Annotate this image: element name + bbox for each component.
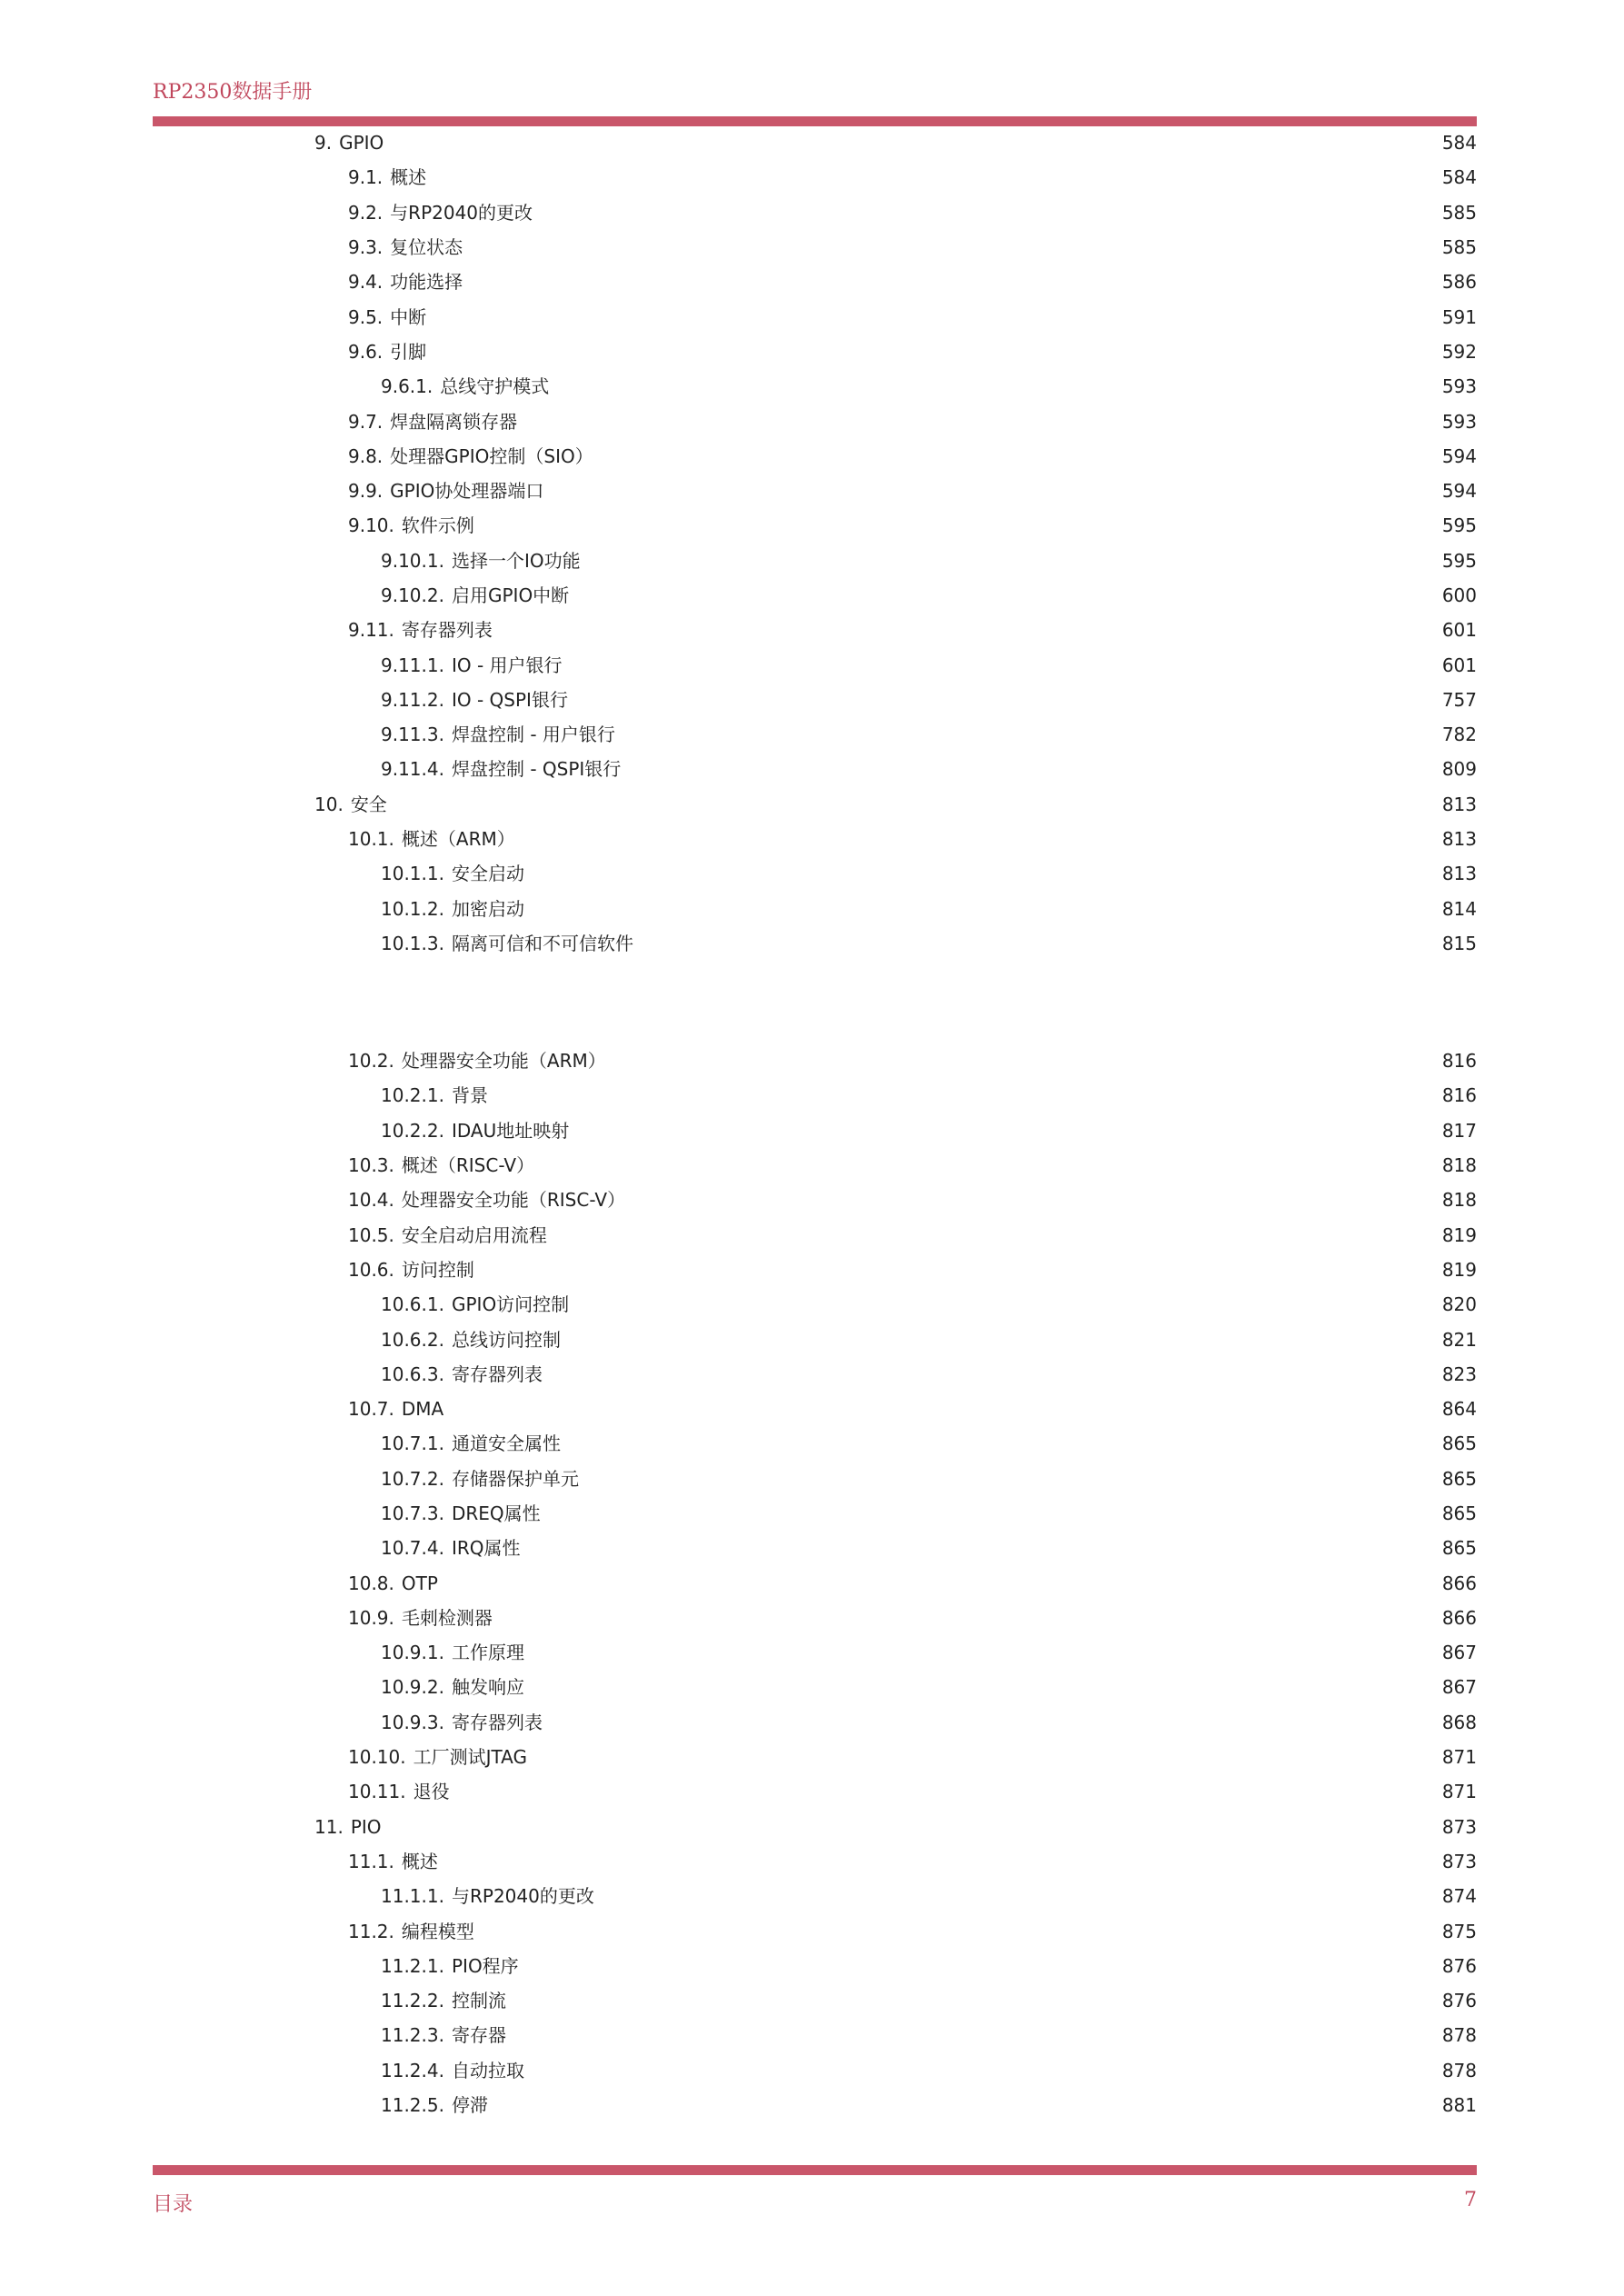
toc-entry-page: 585: [1441, 201, 1477, 224]
toc-entry-title: 概述（RISC-V）: [401, 1154, 535, 1177]
toc-dot-leader: [452, 1782, 1437, 1801]
toc-dot-leader: [544, 1365, 1437, 1383]
toc-entry-page: 865: [1441, 1502, 1477, 1524]
toc-entry[interactable]: [0, 1496, 1624, 1531]
toc-entry-page: 818: [1441, 1154, 1477, 1177]
toc-entry-title: 启用GPIO中断: [451, 584, 570, 606]
toc-entry-page: 813: [1441, 793, 1477, 815]
toc-entry[interactable]: [0, 2018, 1624, 2052]
toc-entry-page: 866: [1441, 1572, 1477, 1594]
toc-entry-page: 867: [1441, 1642, 1477, 1664]
toc-dot-leader: [385, 134, 1437, 152]
toc-entry-title: 毛刺检测器: [401, 1606, 493, 1629]
toc-entry[interactable]: [0, 683, 1624, 717]
toc-entry-page: 871: [1441, 1781, 1477, 1803]
toc-entry-title: 触发响应: [451, 1676, 524, 1699]
toc-entry-title: 与RP2040的更改: [390, 201, 533, 224]
toc-dot-leader: [464, 238, 1437, 256]
toc-entry-title: IO - QSPI银行: [451, 688, 568, 711]
toc-entry-title: 通道安全属性: [451, 1433, 561, 1455]
toc-entry-page: 814: [1441, 897, 1477, 920]
toc-entry[interactable]: [0, 334, 1624, 369]
toc-entry-page: 818: [1441, 1189, 1477, 1212]
toc-entry[interactable]: [0, 647, 1624, 682]
toc-entry-number: 9.: [314, 132, 333, 155]
toc-entry-title: 寄存器: [451, 2024, 506, 2047]
table-of-contents-part-1: [0, 125, 1624, 961]
toc-entry-page: 876: [1441, 1954, 1477, 1977]
toc-entry-page: 871: [1441, 1746, 1477, 1769]
toc-entry-page: 819: [1441, 1258, 1477, 1281]
toc-entry-number: 10.2.2.: [381, 1119, 444, 1142]
toc-dot-leader: [534, 204, 1437, 222]
toc-dot-leader: [571, 1295, 1437, 1313]
toc-entry-page: 876: [1441, 1990, 1477, 2012]
toc-entry-number: 10.10.: [348, 1746, 406, 1769]
toc-entry-title: 退役: [413, 1781, 450, 1803]
toc-dot-leader: [581, 1470, 1437, 1488]
toc-entry-number: 10.7.4.: [381, 1537, 444, 1560]
toc-entry-title: 存储器保护单元: [451, 1467, 579, 1490]
toc-entry-number: 10.9.2.: [381, 1676, 444, 1699]
toc-entry-page: 593: [1441, 375, 1477, 398]
toc-entry-title: 工作原理: [451, 1642, 524, 1664]
toc-entry-title: 软件示例: [401, 514, 474, 537]
toc-entry-number: 9.6.1.: [381, 375, 433, 398]
toc-entry[interactable]: [0, 1601, 1624, 1635]
toc-entry[interactable]: [0, 1913, 1624, 1948]
toc-entry-page: 592: [1441, 340, 1477, 363]
toc-entry-title: IRQ属性: [451, 1537, 521, 1560]
toc-entry-page: 868: [1441, 1711, 1477, 1733]
toc-entry-number: 10.3.: [348, 1154, 394, 1177]
toc-entry-page: 815: [1441, 932, 1477, 954]
toc-dot-leader: [428, 343, 1437, 361]
toc-entry-number: 11.2.4.: [381, 2059, 444, 2081]
toc-entry-title: 焊盘隔离锁存器: [390, 410, 518, 433]
toc-entry-page: 593: [1441, 410, 1477, 433]
toc-entry[interactable]: [0, 160, 1624, 195]
toc-dot-leader: [596, 1887, 1437, 1905]
toc-dot-leader: [570, 691, 1437, 709]
toc-entry-number: 11.2.3.: [381, 2024, 444, 2047]
toc-entry-number: 10.7.3.: [381, 1502, 444, 1524]
toc-entry-page: 813: [1441, 863, 1477, 885]
toc-entry-page: 586: [1441, 271, 1477, 294]
toc-dot-leader: [476, 1922, 1437, 1941]
toc-entry-page: 878: [1441, 2059, 1477, 2081]
toc-entry-title: 寄存器列表: [401, 619, 493, 642]
toc-entry[interactable]: [0, 1740, 1624, 1774]
toc-entry-page: 865: [1441, 1467, 1477, 1490]
toc-entry-page: 865: [1441, 1433, 1477, 1455]
toc-entry-title: 隔离可信和不可信软件: [451, 932, 633, 954]
toc-dot-leader: [490, 1086, 1437, 1104]
toc-entry-title: 中断: [390, 305, 427, 328]
toc-entry-title: OTP: [401, 1572, 438, 1594]
toc-entry-page: 816: [1441, 1050, 1477, 1073]
toc-entry-page: 873: [1441, 1815, 1477, 1838]
toc-entry-title: 概述: [401, 1850, 438, 1872]
toc-entry-title: 访问控制: [401, 1258, 474, 1281]
toc-entry[interactable]: [0, 299, 1624, 334]
toc-entry[interactable]: [0, 1774, 1624, 1809]
toc-dot-leader: [464, 273, 1437, 291]
toc-dot-leader: [526, 864, 1437, 883]
toc-entry-number: 9.4.: [348, 271, 384, 294]
toc-entry[interactable]: [0, 369, 1624, 404]
toc-entry-title: 寄存器列表: [451, 1363, 543, 1385]
toc-entry-page: 864: [1441, 1398, 1477, 1421]
toc-entry-page: 584: [1441, 132, 1477, 155]
toc-entry-page: 878: [1441, 2024, 1477, 2047]
toc-entry[interactable]: [0, 1810, 1624, 1844]
toc-dot-leader: [526, 900, 1437, 918]
toc-entry-title: 概述（ARM）: [401, 828, 515, 851]
toc-entry[interactable]: [0, 1635, 1624, 1670]
toc-entry[interactable]: [0, 195, 1624, 230]
toc-entry-title: 控制流: [451, 1990, 506, 2012]
toc-entry-title: 复位状态: [390, 236, 463, 259]
toc-entry[interactable]: [0, 1879, 1624, 1913]
toc-entry[interactable]: [0, 1217, 1624, 1252]
toc-entry-page: 600: [1441, 584, 1477, 606]
toc-entry-title: IO - 用户银行: [451, 654, 563, 676]
toc-entry[interactable]: [0, 1253, 1624, 1287]
toc-entry-page: 865: [1441, 1537, 1477, 1560]
running-header-title: RP2350数据手册: [153, 81, 313, 104]
toc-entry[interactable]: [0, 1078, 1624, 1113]
toc-dot-leader: [389, 795, 1437, 814]
toc-entry-number: 9.11.4.: [381, 758, 444, 781]
toc-entry[interactable]: [0, 1183, 1624, 1217]
toc-entry[interactable]: [0, 1043, 1624, 1078]
toc-entry-number: 9.11.3.: [381, 724, 444, 746]
toc-entry[interactable]: [0, 1113, 1624, 1148]
toc-entry[interactable]: [0, 1426, 1624, 1461]
toc-entry-title: 处理器安全功能（RISC-V）: [401, 1189, 626, 1212]
toc-dot-leader: [445, 1400, 1437, 1418]
toc-dot-leader: [543, 1504, 1437, 1522]
toc-dot-leader: [563, 1434, 1437, 1452]
toc-entry-title: 安全启动启用流程: [401, 1223, 547, 1246]
toc-dot-leader: [517, 830, 1437, 848]
toc-dot-leader: [440, 1574, 1437, 1592]
toc-dot-leader: [545, 482, 1437, 500]
toc-entry-title: 编程模型: [401, 1920, 474, 1942]
toc-entry-number: 11.1.: [348, 1850, 394, 1872]
toc-entry[interactable]: [0, 578, 1624, 613]
toc-dot-leader: [571, 586, 1437, 604]
toc-entry-page: 875: [1441, 1920, 1477, 1942]
toc-dot-leader: [536, 1156, 1437, 1174]
toc-dot-leader: [564, 656, 1437, 674]
toc-dot-leader: [608, 1052, 1437, 1070]
toc-entry-title: 选择一个IO功能: [451, 549, 581, 572]
toc-entry-title: GPIO访问控制: [451, 1293, 570, 1316]
toc-entry[interactable]: [0, 1565, 1624, 1600]
toc-entry[interactable]: [0, 1983, 1624, 2018]
toc-entry[interactable]: [0, 1392, 1624, 1426]
toc-entry[interactable]: [0, 1670, 1624, 1704]
toc-dot-leader: [490, 2096, 1437, 2114]
toc-entry-number: 9.11.2.: [381, 688, 444, 711]
toc-entry-page: 813: [1441, 828, 1477, 851]
toc-entry[interactable]: [0, 2053, 1624, 2088]
toc-entry-number: 10.11.: [348, 1781, 406, 1803]
toc-entry[interactable]: [0, 404, 1624, 438]
toc-entry[interactable]: [0, 508, 1624, 543]
toc-entry-number: 11.: [314, 1815, 344, 1838]
toc-entry-page: 823: [1441, 1363, 1477, 1385]
table-of-contents-part-2: [0, 1043, 1624, 2122]
toc-entry[interactable]: [0, 1357, 1624, 1392]
toc-entry-page: 874: [1441, 1885, 1477, 1908]
toc-entry-number: 9.10.1.: [381, 549, 444, 572]
toc-entry-title: GPIO协处理器端口: [390, 480, 544, 503]
toc-entry-number: 10.1.3.: [381, 932, 444, 954]
toc-entry-number: 10.6.1.: [381, 1293, 444, 1316]
toc-entry-page: 866: [1441, 1606, 1477, 1629]
toc-entry-title: 焊盘控制 - 用户银行: [451, 724, 615, 746]
toc-entry-number: 9.8.: [348, 444, 384, 467]
toc-entry-number: 10.7.: [348, 1398, 394, 1421]
toc-dot-leader: [526, 1678, 1437, 1696]
toc-entry-number: 11.1.1.: [381, 1885, 444, 1908]
toc-entry-number: 10.5.: [348, 1223, 394, 1246]
toc-entry-title: 寄存器列表: [451, 1711, 543, 1733]
toc-entry-page: 595: [1441, 514, 1477, 537]
toc-entry-title: DREQ属性: [451, 1502, 541, 1524]
toc-entry-number: 10.2.: [348, 1050, 394, 1073]
toc-dot-leader: [595, 447, 1437, 465]
toc-dot-leader: [627, 1191, 1437, 1209]
toc-entry-page: 817: [1441, 1119, 1477, 1142]
toc-dot-leader: [529, 1748, 1437, 1766]
toc-entry[interactable]: [0, 474, 1624, 508]
toc-entry[interactable]: [0, 926, 1624, 961]
toc-entry[interactable]: [0, 230, 1624, 265]
toc-entry-title: 引脚: [390, 340, 427, 363]
toc-entry-title: 安全启动: [451, 863, 524, 885]
toc-entry-page: 594: [1441, 444, 1477, 467]
toc-entry[interactable]: [0, 544, 1624, 578]
toc-entry[interactable]: [0, 1148, 1624, 1183]
toc-dot-leader: [440, 1852, 1437, 1871]
toc-entry-number: 9.5.: [348, 305, 384, 328]
toc-entry-page: 809: [1441, 758, 1477, 781]
toc-entry-page: 873: [1441, 1850, 1477, 1872]
footer-rule: [153, 2165, 1477, 2175]
toc-entry-page: 757: [1441, 688, 1477, 711]
toc-entry-page: 816: [1441, 1084, 1477, 1107]
toc-entry-number: 9.11.1.: [381, 654, 444, 676]
toc-dot-leader: [583, 552, 1437, 570]
toc-entry-number: 10.6.2.: [381, 1328, 444, 1351]
toc-entry-number: 9.11.: [348, 619, 394, 642]
toc-entry[interactable]: [0, 439, 1624, 474]
toc-entry[interactable]: [0, 822, 1624, 856]
toc-entry-page: 601: [1441, 654, 1477, 676]
toc-entry-number: 10.7.2.: [381, 1467, 444, 1490]
toc-entry-title: 总线访问控制: [451, 1328, 561, 1351]
toc-entry[interactable]: [0, 892, 1624, 926]
toc-entry-number: 9.3.: [348, 236, 384, 259]
toc-entry-number: 10.1.1.: [381, 863, 444, 885]
toc-entry-page: 867: [1441, 1676, 1477, 1699]
toc-entry-number: 9.7.: [348, 410, 384, 433]
toc-entry[interactable]: [0, 856, 1624, 891]
toc-entry-title: PIO: [350, 1815, 382, 1838]
toc-entry-number: 9.10.: [348, 514, 394, 537]
toc-entry-title: 停滞: [451, 2094, 488, 2117]
toc-entry[interactable]: [0, 1287, 1624, 1322]
toc-entry[interactable]: [0, 265, 1624, 299]
toc-entry-title: 自动拉取: [451, 2059, 524, 2081]
toc-dot-leader: [521, 1957, 1437, 1975]
toc-dot-leader: [428, 308, 1437, 326]
toc-entry-number: 10.1.2.: [381, 897, 444, 920]
toc-entry-number: 10.9.1.: [381, 1642, 444, 1664]
toc-entry[interactable]: [0, 1949, 1624, 1983]
toc-entry-number: 10.4.: [348, 1189, 394, 1212]
toc-entry-title: 与RP2040的更改: [451, 1885, 594, 1908]
toc-entry-page: 819: [1441, 1223, 1477, 1246]
toc-entry-page: 584: [1441, 166, 1477, 189]
toc-entry-title: IDAU地址映射: [451, 1119, 570, 1142]
toc-entry-title: 背景: [451, 1084, 488, 1107]
toc-dot-leader: [494, 621, 1437, 639]
toc-dot-leader: [519, 413, 1437, 431]
toc-entry-number: 10.6.3.: [381, 1363, 444, 1385]
toc-entry[interactable]: [0, 1462, 1624, 1496]
toc-entry-number: 10.2.1.: [381, 1084, 444, 1107]
toc-dot-leader: [523, 1539, 1437, 1557]
toc-entry[interactable]: [0, 125, 1624, 160]
toc-entry-number: 11.2.: [348, 1920, 394, 1942]
toc-entry-number: 9.9.: [348, 480, 384, 503]
toc-entry[interactable]: [0, 1705, 1624, 1740]
toc-dot-leader: [428, 168, 1437, 186]
toc-entry[interactable]: [0, 752, 1624, 786]
toc-entry-number: 10.9.3.: [381, 1711, 444, 1733]
toc-entry-title: GPIO: [339, 132, 384, 155]
toc-entry-page: 591: [1441, 305, 1477, 328]
toc-entry-page: 821: [1441, 1328, 1477, 1351]
toc-entry-title: 焊盘控制 - QSPI银行: [451, 758, 622, 781]
toc-entry-title: PIO程序: [451, 1954, 519, 1977]
toc-dot-leader: [508, 2026, 1437, 2044]
toc-entry-page: 820: [1441, 1293, 1477, 1316]
toc-entry[interactable]: [0, 613, 1624, 647]
toc-entry-title: 概述: [390, 166, 427, 189]
toc-entry[interactable]: [0, 1322, 1624, 1356]
toc-entry[interactable]: [0, 1531, 1624, 1565]
toc-entry-number: 11.2.5.: [381, 2094, 444, 2117]
toc-entry-page: 881: [1441, 2094, 1477, 2117]
toc-dot-leader: [494, 1609, 1437, 1627]
toc-dot-leader: [476, 1261, 1437, 1279]
toc-dot-leader: [476, 516, 1437, 534]
toc-entry-number: 10.: [314, 793, 344, 815]
toc-dot-leader: [571, 1122, 1437, 1140]
toc-entry[interactable]: [0, 717, 1624, 752]
toc-entry-title: 处理器GPIO控制（SIO）: [390, 444, 593, 467]
toc-entry-title: DMA: [401, 1398, 444, 1421]
toc-dot-leader: [551, 377, 1437, 395]
toc-dot-leader: [526, 1643, 1437, 1662]
toc-entry-number: 10.7.1.: [381, 1433, 444, 1455]
toc-entry-number: 10.6.: [348, 1258, 394, 1281]
toc-dot-leader: [384, 1818, 1437, 1836]
toc-entry-number: 9.10.2.: [381, 584, 444, 606]
footer-section-label: 目录: [153, 2193, 194, 2216]
toc-dot-leader: [617, 725, 1437, 744]
toc-entry-number: 9.1.: [348, 166, 384, 189]
toc-entry-page: 594: [1441, 480, 1477, 503]
toc-entry-page: 595: [1441, 549, 1477, 572]
toc-entry-title: 功能选择: [390, 271, 463, 294]
toc-entry[interactable]: [0, 1844, 1624, 1879]
toc-entry-number: 10.1.: [348, 828, 394, 851]
toc-dot-leader: [635, 934, 1437, 953]
toc-entry-title: 工厂测试JTAG: [413, 1746, 528, 1769]
toc-entry[interactable]: [0, 2088, 1624, 2122]
toc-entry-title: 加密启动: [451, 897, 524, 920]
toc-dot-leader: [563, 1331, 1437, 1349]
toc-entry-number: 10.8.: [348, 1572, 394, 1594]
toc-entry-title: 总线守护模式: [440, 375, 550, 398]
toc-entry-number: 10.9.: [348, 1606, 394, 1629]
toc-entry-page: 601: [1441, 619, 1477, 642]
footer-page-number: 7: [1464, 2189, 1477, 2211]
toc-dot-leader: [623, 760, 1437, 778]
toc-dot-leader: [549, 1226, 1437, 1244]
toc-entry-title: 安全: [350, 793, 387, 815]
toc-dot-leader: [526, 2061, 1437, 2080]
toc-entry[interactable]: [0, 787, 1624, 822]
toc-dot-leader: [508, 1992, 1437, 2010]
toc-entry-number: 9.6.: [348, 340, 384, 363]
toc-entry-number: 11.2.1.: [381, 1954, 444, 1977]
toc-entry-title: 处理器安全功能（ARM）: [401, 1050, 606, 1073]
toc-entry-number: 11.2.2.: [381, 1990, 444, 2012]
toc-dot-leader: [544, 1713, 1437, 1732]
toc-entry-page: 782: [1441, 724, 1477, 746]
toc-entry-page: 585: [1441, 236, 1477, 259]
toc-entry-number: 9.2.: [348, 201, 384, 224]
